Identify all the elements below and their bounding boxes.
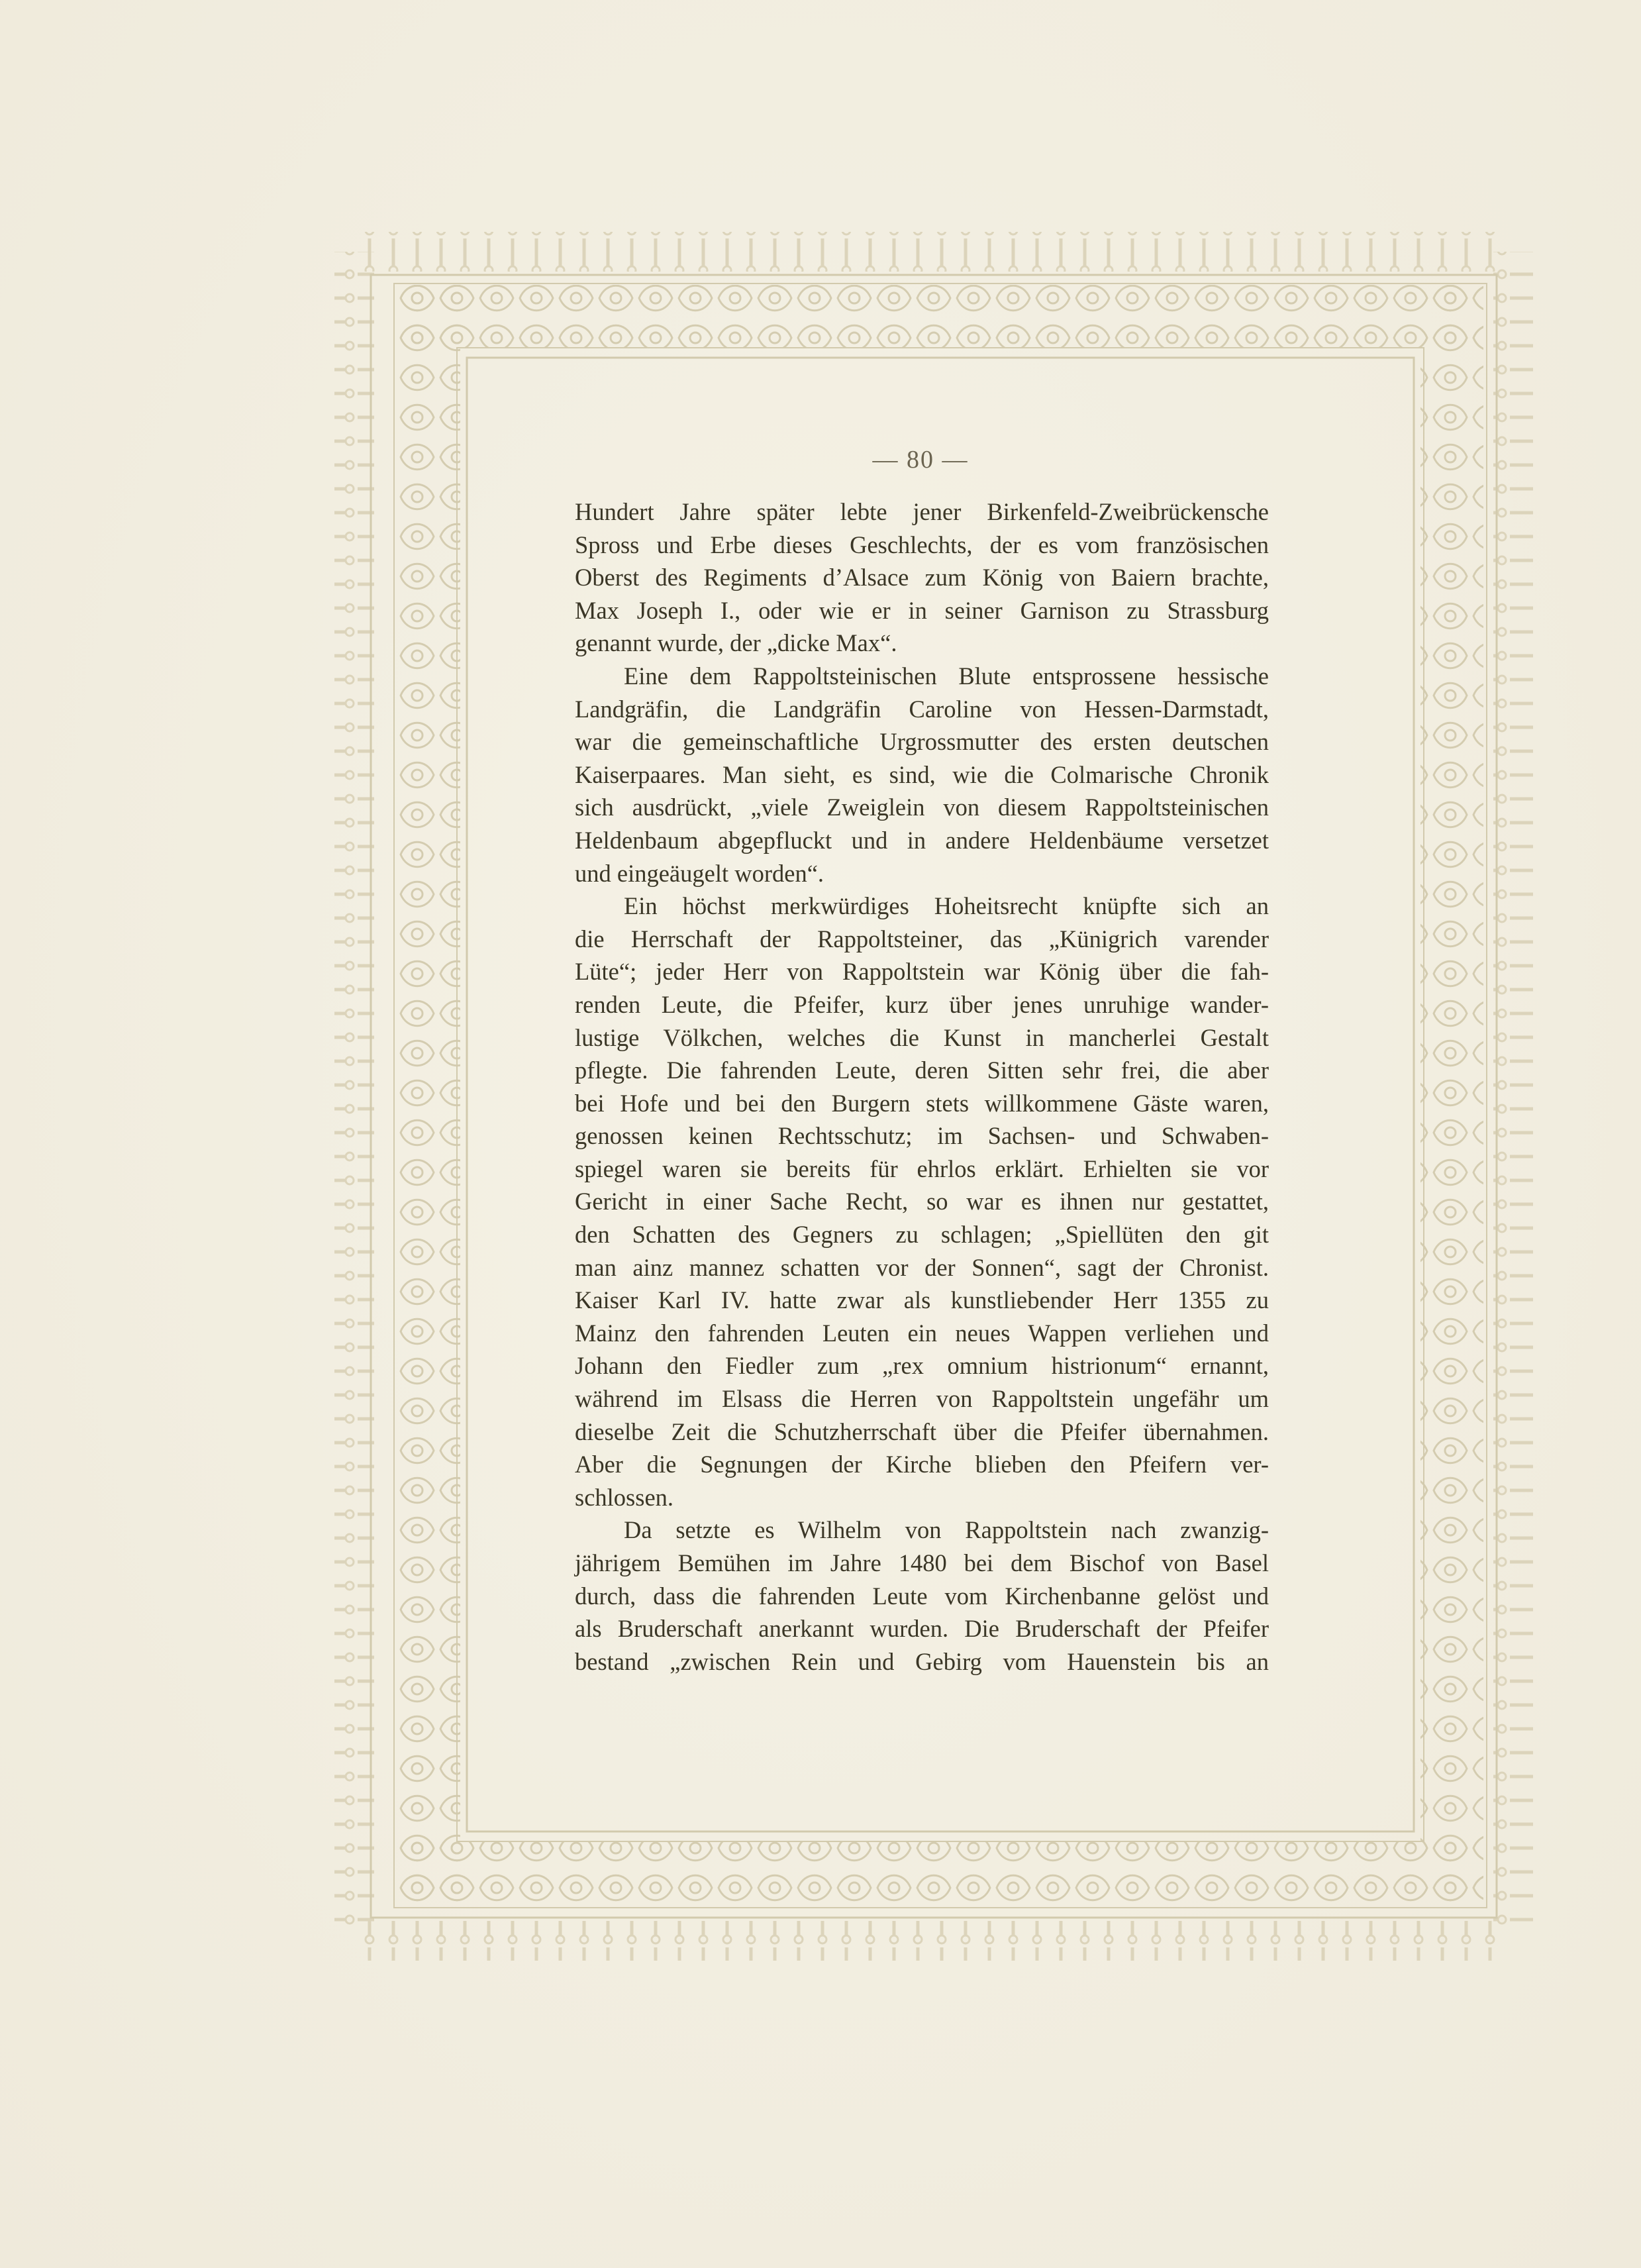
text-line: Eine dem Rappoltsteinischen Blute entsprossene hessische [624, 662, 1269, 690]
text-line: Ein höchst merkwürdiges Hoheitsrecht knüpfte sich an [624, 892, 1269, 920]
text-line: Heldenbaum abgepfluckt und in andere Heldenbäume versetzet [575, 826, 1269, 854]
text-line: man ainz mannez schatten vor der Sonnen“, sagt der Chronist. [575, 1253, 1269, 1281]
text-line: pflegte. Die fahrenden Leute, deren Sitten sehr frei, die aber [575, 1057, 1269, 1084]
text-line: Da setzte es Wilhelm von Rappoltstein nach zwanzig- [624, 1516, 1269, 1544]
text-line: lustige Völkchen, welches die Kunst in mancherlei Gestalt [575, 1023, 1269, 1051]
text-line: dieselbe Zeit die Schutzherrschaft über die Pfeifer übernahmen. [575, 1418, 1269, 1445]
text-line: Hundert Jahre später lebte jener Birkenfeld-Zweibrückensche [575, 498, 1269, 525]
text-line: renden Leute, die Pfeifer, kurz über jenes unruhige wander- [575, 990, 1269, 1018]
text-line: schlossen. [575, 1483, 674, 1511]
text-line: bestand „zwischen Rein und Gebirg vom Hauenstein bis an [575, 1647, 1269, 1675]
text-line: den Schatten des Gegners zu schlagen; „Spiellüten den git [575, 1221, 1269, 1249]
text-line: Kaiserpaares. Man sieht, es sind, wie die Colmarische Chronik [575, 760, 1269, 788]
text-line: Spross und Erbe dieses Geschlechts, der es vom französischen [575, 531, 1269, 558]
text-line: Aber die Segnungen der Kirche blieben den Pfeifern ver- [575, 1451, 1269, 1478]
text-line: Max Joseph I., oder wie er in seiner Garnison zu Strassburg [575, 596, 1269, 624]
page-number: — 80 — [872, 446, 969, 474]
text-line: Mainz den fahrenden Leuten ein neues Wappen verliehen und [575, 1319, 1269, 1347]
text-line: war die gemeinschaftliche Urgrossmutter des ersten deutschen [575, 728, 1269, 756]
text-line: spiegel waren sie bereits für ehrlos erklärt. Erhielten sie vor [575, 1155, 1269, 1182]
text-line: durch, dass die fahrenden Leute vom Kirchenbanne gelöst und [575, 1582, 1269, 1610]
text-line: die Herrschaft der Rappoltsteiner, das „Künigrich varender [575, 925, 1269, 953]
text-line: jährigem Bemühen im Jahre 1480 bei dem Bischof von Basel [575, 1549, 1269, 1576]
text-line: während im Elsass die Herren von Rappoltstein ungefähr um [575, 1385, 1269, 1413]
text-line: als Bruderschaft anerkannt wurden. Die Bruderschaft der Pfeifer [575, 1615, 1269, 1643]
text-line: und eingeäugelt worden“. [575, 859, 824, 887]
text-line: Kaiser Karl IV. hatte zwar als kunstliebender Herr 1355 zu [575, 1286, 1269, 1314]
text-line: sich ausdrückt, „viele Zweiglein von diesem Rappoltsteinischen [575, 794, 1269, 821]
text-line: bei Hofe und bei den Burgern stets willkommene Gäste waren, [575, 1089, 1269, 1117]
text-line: genossen keinen Rechtsschutz; im Sachsen- und Schwaben- [575, 1122, 1269, 1150]
text-line: Oberst des Regiments d’Alsace zum König von Baiern brachte, [575, 564, 1269, 592]
text-line: Gericht in einer Sache Recht, so war es ihnen nur gestattet, [575, 1188, 1269, 1215]
text-line: Johann den Fiedler zum „rex omnium histrionum“ ernannt, [575, 1352, 1269, 1380]
text-line: genannt wurde, der „dicke Max“. [575, 629, 897, 657]
body-text [575, 495, 1269, 1678]
text-line: Lüte“; jeder Herr von Rappoltstein war König über die fah- [575, 958, 1269, 986]
text-line: Landgräfin, die Landgräfin Caroline von Hessen-Darmstadt, [575, 695, 1269, 723]
